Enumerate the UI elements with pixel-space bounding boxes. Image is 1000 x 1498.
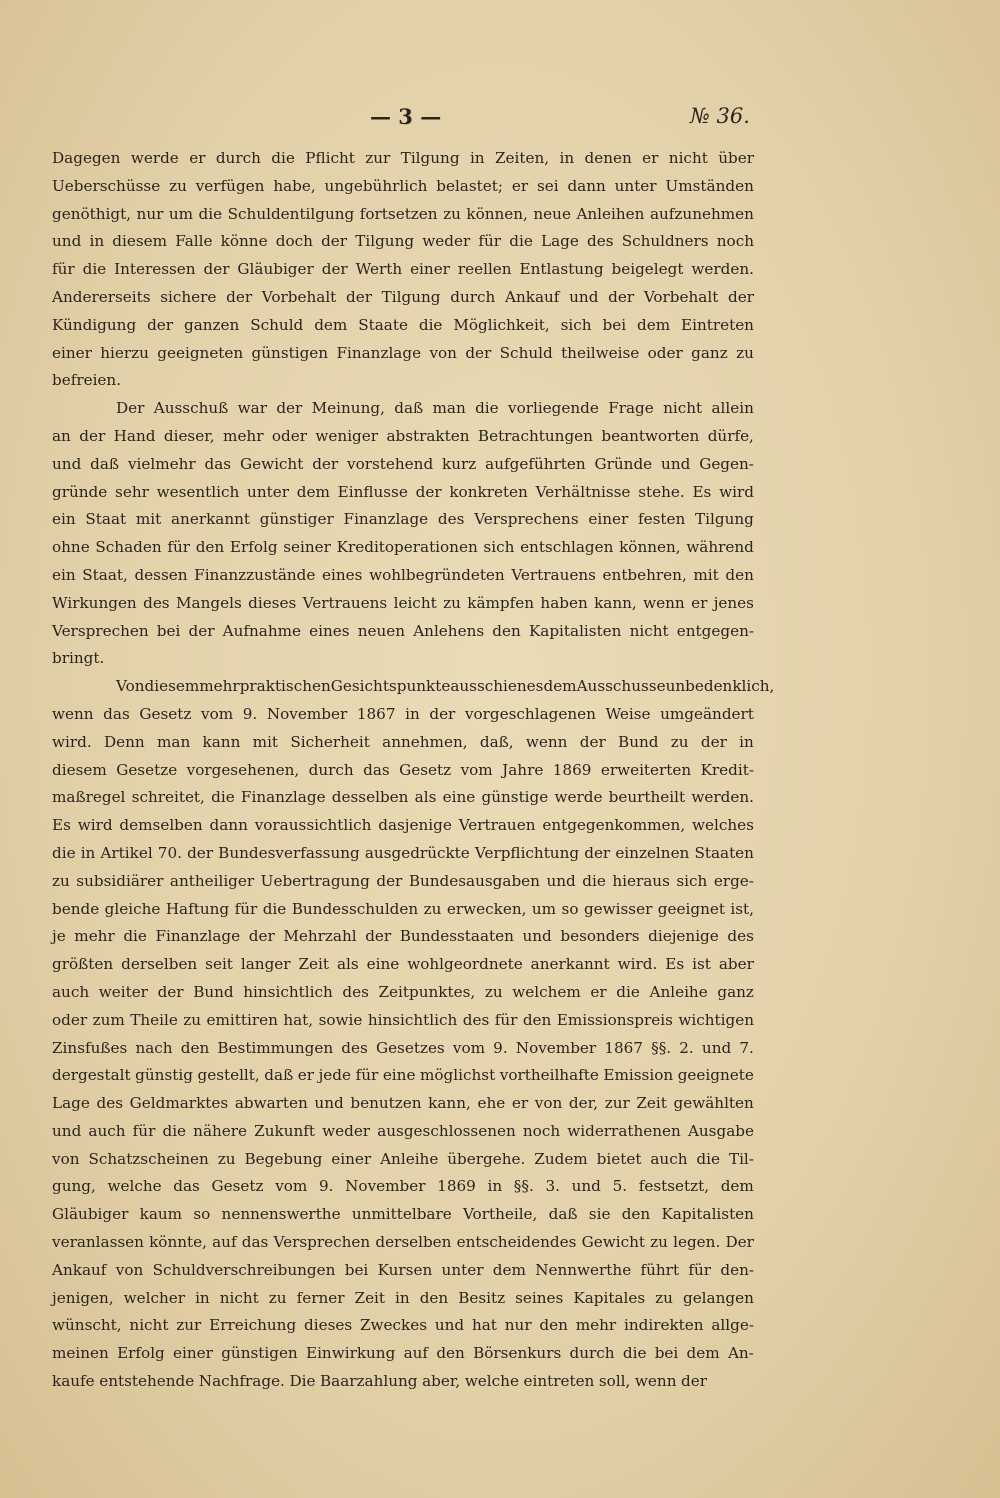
- text-line: Ueberschüsse zu verfügen habe, ungebührlich belastet; er sei dann unter Umständen: [52, 176, 754, 195]
- text-line: veranlassen könnte, auf das Versprechen derselben entscheidendes Gewicht zu legen. Der: [52, 1233, 754, 1252]
- text-line: für die Interessen der Gläubiger der Werth einer reellen Entlastung beigelegt werden.: [52, 260, 754, 279]
- text-line: befreien.: [52, 371, 122, 390]
- issue-number: № 36.: [690, 104, 750, 128]
- text-line: wünscht, nicht zur Erreichung dieses Zweckes und hat nur den mehr indirekten allge-: [52, 1316, 754, 1335]
- text-line: zu subsidiärer antheiliger Uebertragung der Bundesausgaben und die hieraus sich erge-: [52, 871, 754, 890]
- text-line: größten derselben seit langer Zeit als eine wohlgeordnete anerkannt wird. Es ist aber: [52, 955, 754, 974]
- text-line: gung, welche das Gesetz vom 9. November 1869 in §§. 3. und 5. festsetzt, dem: [52, 1177, 754, 1196]
- text-line: Versprechen bei der Aufnahme eines neuen Anlehens den Kapitalisten nicht entgegen-: [52, 621, 754, 640]
- text-line: Andererseits sichere der Vorbehalt der Tilgung durch Ankauf und der Vorbehalt der: [52, 287, 754, 306]
- text-line: von Schatzscheinen zu Begebung einer Anleihe übergehe. Zudem bietet auch die Til-: [52, 1149, 754, 1168]
- text-line: auch weiter der Bund hinsichtlich des Zeitpunktes, zu welchem er die Anleihe ganz: [52, 982, 754, 1001]
- text-line: bringt.: [52, 649, 105, 668]
- text-line: gründe sehr wesentlich unter dem Einflusse der konkreten Verhältnisse stehe. Es wird: [52, 482, 754, 501]
- text-line: je mehr die Finanzlage der Mehrzahl der Bundesstaaten und besonders diejenige des: [52, 927, 754, 946]
- text-line: jenigen, welcher in nicht zu ferner Zeit in den Besitz seines Kapitales zu gelangen: [52, 1288, 754, 1307]
- text-line: Ankauf von Schuldverschreibungen bei Kursen unter dem Nennwerthe führt für den-: [52, 1260, 754, 1279]
- paragraph: [52, 145, 754, 395]
- text-line: Gläubiger kaum so nennenswerthe unmittelbare Vortheile, daß sie den Kapitalisten: [52, 1205, 754, 1224]
- text-line: die in Artikel 70. der Bundesverfassung ausgedrückte Verpflichtung der einzelnen Staaten: [52, 843, 754, 862]
- text-line: ohne Schaden für den Erfolg seiner Kreditoperationen sich entschlagen können, während: [52, 538, 754, 557]
- text-line: ein Staat, dessen Finanzzustände eines wohlbegründeten Vertrauens entbehren, mit den: [52, 565, 754, 584]
- text-line: oder zum Theile zu emittiren hat, sowie hinsichtlich des für den Emissionspreis wichtigen: [52, 1010, 754, 1029]
- text-line: Der Ausschuß war der Meinung, daß man die vorliegende Frage nicht allein: [116, 399, 754, 418]
- page-header: [0, 104, 1000, 134]
- body-text: [52, 145, 775, 1396]
- text-line: Es wird demselben dann voraussichtlich dasjenige Vertrauen entgegenkommen, welches: [52, 816, 754, 835]
- text-line: und in diesem Falle könne doch der Tilgung weder für die Lage des Schuldners noch: [52, 232, 754, 251]
- text-line: diesem Gesetze vorgesehenen, durch das Gesetz vom Jahre 1869 erweiterten Kredit-: [52, 760, 754, 779]
- text-line: bende gleiche Haftung für die Bundesschulden zu erwecken, um so gewisser geeignet ist,: [52, 899, 754, 918]
- text-line: einer hierzu geeigneten günstigen Finanzlage von der Schuld theilweise oder ganz zu: [52, 343, 754, 362]
- text-line: Von diesem mehr praktischen Gesichtspunkte aus schien es dem Ausschusse unbedenklich,: [116, 677, 775, 696]
- text-line: genöthigt, nur um die Schuldentilgung fortsetzen zu können, neue Anleihen aufzunehmen: [52, 204, 754, 223]
- paragraph: [52, 673, 775, 1396]
- text-line: Kündigung der ganzen Schuld dem Staate die Möglichkeit, sich bei dem Eintreten: [52, 315, 754, 334]
- text-line: an der Hand dieser, mehr oder weniger abstrakten Betrachtungen beantworten dürfe,: [52, 426, 754, 445]
- text-line: Zinsfußes nach den Bestimmungen des Gesetzes vom 9. November 1867 §§. 2. und 7.: [52, 1038, 754, 1057]
- text-line: dergestalt günstig gestellt, daß er jede für eine möglichst vortheilhafte Emission geeignete: [52, 1066, 754, 1085]
- text-line: und auch für die nähere Zukunft weder ausgeschlossenen noch widerrathenen Ausgabe: [52, 1121, 754, 1140]
- paragraph: [52, 395, 754, 673]
- text-line: und daß vielmehr das Gewicht der vorstehend kurz aufgeführten Gründe und Gegen-: [52, 454, 754, 473]
- text-line: maßregel schreitet, die Finanzlage desselben als eine günstige werde beurtheilt werden.: [52, 788, 754, 807]
- text-line: meinen Erfolg einer günstigen Einwirkung auf den Börsenkurs durch die bei dem An-: [52, 1344, 754, 1363]
- text-line: Lage des Geldmarktes abwarten und benutzen kann, ehe er von der, zur Zeit gewählten: [52, 1094, 754, 1113]
- text-line: wenn das Gesetz vom 9. November 1867 in der vorgeschlagenen Weise umgeändert: [52, 704, 754, 723]
- text-line: Wirkungen des Mangels dieses Vertrauens leicht zu kämpfen haben kann, wenn er jenes: [52, 593, 754, 612]
- text-line: Dagegen werde er durch die Pflicht zur Tilgung in Zeiten, in denen er nicht über: [52, 149, 754, 167]
- text-line: wird. Denn man kann mit Sicherheit annehmen, daß, wenn der Bund zu der in: [52, 732, 754, 751]
- text-line: ein Staat mit anerkannt günstiger Finanzlage des Versprechens einer festen Tilgung: [52, 510, 754, 529]
- page-number: — 3 —: [370, 104, 442, 129]
- text-line: kaufe entstehende Nachfrage. Die Baarzahlung aber, welche eintreten soll, wenn der: [52, 1372, 708, 1391]
